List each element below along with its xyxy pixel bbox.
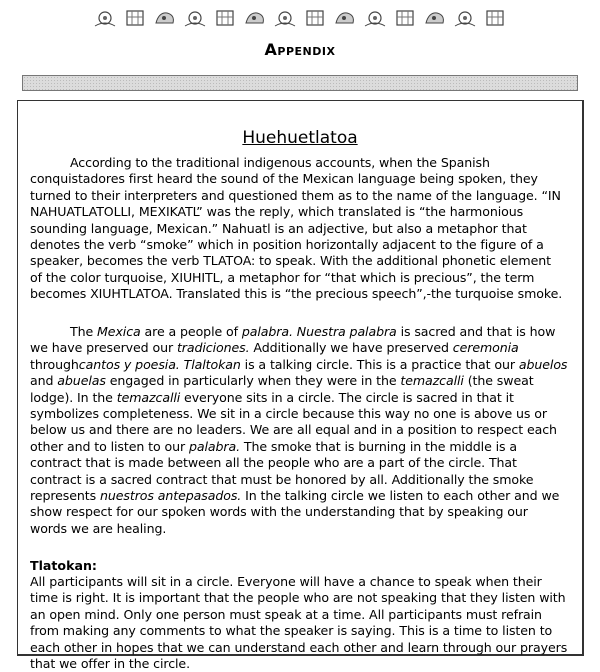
text-line bbox=[30, 455, 517, 471]
text-line bbox=[30, 171, 538, 187]
aztec-glyph-icon bbox=[123, 8, 147, 28]
text-line bbox=[30, 623, 552, 639]
text-line bbox=[30, 607, 542, 623]
text-segment: from making any comments to what the speaker is saying. This is a time to listen to bbox=[30, 623, 553, 639]
text-segment: is a talking circle. This is a practice that our bbox=[240, 356, 519, 372]
text-line bbox=[30, 237, 544, 253]
text-segment: According to the traditional indigenous accounts, when the Spanish bbox=[70, 155, 490, 170]
aztec-glyph-icon bbox=[93, 8, 117, 28]
text-segment: everyone sits in a circle. The circle is sacred in that it bbox=[180, 389, 514, 405]
text-segment: All participants will sit in a circle. Everyone will have a chance to speak when their bbox=[30, 574, 542, 589]
text-segment: are a people of bbox=[140, 324, 242, 339]
text-segment: we have preserved our bbox=[30, 340, 177, 356]
text-line bbox=[70, 155, 490, 171]
text-segment: is sacred and that is how bbox=[396, 324, 556, 339]
appendix-heading: Appendix bbox=[264, 40, 336, 59]
text-segment: In the talking circle we listen to each other and we bbox=[241, 488, 560, 503]
aztec-glyph-icon bbox=[303, 8, 327, 28]
text-segment: engaged in particularly when they were in the bbox=[105, 373, 401, 389]
text-line bbox=[30, 640, 567, 656]
text-segment: time is right. It is important that the people who are not speaking that they listen with bbox=[30, 590, 566, 606]
text-segment: through bbox=[30, 356, 79, 372]
text-line bbox=[30, 521, 166, 537]
italic-text: temazcalli bbox=[116, 389, 181, 405]
tlatokan-heading: Tlatokan: bbox=[30, 558, 97, 573]
aztec-glyph-icon bbox=[453, 8, 477, 28]
italic-text: Mexica bbox=[97, 324, 141, 339]
text-segment: contract that is made between all the people who are a part of the circle. That bbox=[30, 455, 517, 471]
text-segment: conquistadores first heard the sound of the Mexican language being spoken, they bbox=[30, 171, 538, 187]
italic-text: cantos y poesia. Tlaltokan bbox=[78, 356, 241, 372]
text-segment: contract is a sacred contract that must be honored by all. Additionally the smoke bbox=[30, 471, 534, 487]
text-line bbox=[30, 253, 551, 269]
aztec-glyph-icon bbox=[363, 8, 387, 28]
aztec-glyph-icon bbox=[213, 8, 237, 28]
aztec-glyph-icon bbox=[243, 8, 267, 28]
text-segment: becomes XIUHTLATOA. Translated this is “the precious speech”,-the turquoise smoke. bbox=[30, 286, 563, 302]
aztec-glyph-icon bbox=[153, 8, 177, 28]
text-line bbox=[30, 373, 534, 389]
text-line bbox=[30, 504, 528, 520]
text-line bbox=[30, 439, 517, 455]
text-segment: represents bbox=[30, 488, 100, 503]
text-segment: turned to their interpreters and questioned them as to the name of the language. “IN bbox=[30, 187, 561, 203]
text-segment: denotes the verb “smoke” which in position horizontally adjacent to the figure of a bbox=[30, 237, 544, 252]
text-line bbox=[30, 574, 542, 590]
italic-text: nuestros antepasados. bbox=[100, 488, 242, 503]
text-line bbox=[30, 221, 527, 237]
text-segment: Additionally we have preserved bbox=[249, 340, 453, 356]
text-line bbox=[70, 324, 555, 340]
text-line bbox=[30, 422, 557, 438]
text-segment: lodge). In the bbox=[30, 389, 117, 405]
text-segment: each other in hopes that we can understand each other and learn through our prayers bbox=[30, 639, 568, 655]
italic-text: ceremonia bbox=[452, 340, 519, 356]
section-title: Huehuetlatoa bbox=[242, 128, 358, 148]
italic-text: palabra. bbox=[188, 438, 240, 454]
text-line bbox=[30, 590, 566, 606]
text-line bbox=[30, 270, 534, 286]
aztec-glyph-icon bbox=[483, 8, 507, 28]
text-line bbox=[30, 340, 519, 356]
text-segment: that we offer in the circle. bbox=[30, 656, 190, 671]
text-segment: sounding language, Mexican.” Nahuatl is an adjective, but also a metaphor that bbox=[30, 220, 527, 236]
text-line bbox=[30, 656, 190, 672]
text-segment: show respect for our spoken words with the understanding that by speaking our bbox=[30, 504, 528, 520]
italic-text: abuelas bbox=[57, 373, 106, 389]
text-line bbox=[30, 472, 533, 488]
text-segment: NAHUATLATOLLI, MEXIKATL” was the reply, which translated is “the harmonious bbox=[30, 204, 524, 220]
aztec-glyph-icon bbox=[183, 8, 207, 28]
aztec-glyph-icon bbox=[273, 8, 297, 28]
text-segment: of the color turquoise, XIUHITL, a metaphor for “that which is precious”, the term bbox=[30, 269, 535, 285]
text-line bbox=[30, 488, 559, 504]
text-line bbox=[30, 204, 523, 220]
text-segment: words we are healing. bbox=[30, 520, 167, 536]
italic-text: abuelos bbox=[518, 356, 568, 372]
text-segment: speaker, becomes the verb TLATOA: to speak. With the additional phonetic element bbox=[30, 253, 551, 269]
aztec-glyph-icon bbox=[333, 8, 357, 28]
text-segment: an open mind. Only one person must speak at a time. All participants must refrain bbox=[30, 606, 542, 622]
text-segment: below us and there are no leaders. We are all equal and in a position to respect each bbox=[30, 422, 557, 438]
text-line bbox=[30, 286, 562, 302]
text-segment: other and to listen to our bbox=[30, 438, 189, 454]
text-segment: and bbox=[30, 373, 58, 389]
text-segment: (the sweat bbox=[463, 373, 534, 389]
text-segment: symbolizes completeness. We sit in a circle because this way no one is above us or bbox=[30, 406, 547, 421]
aztec-glyph-icon bbox=[393, 8, 417, 28]
text-line bbox=[30, 188, 561, 204]
italic-text: tradiciones. bbox=[176, 340, 250, 356]
text-line bbox=[30, 390, 514, 406]
italic-text: palabra. Nuestra palabra bbox=[241, 324, 397, 339]
aztec-glyph-border bbox=[0, 8, 600, 28]
divider-bar bbox=[22, 75, 578, 91]
aztec-glyph-icon bbox=[423, 8, 447, 28]
italic-text: temazcalli bbox=[400, 373, 464, 389]
text-segment: The bbox=[70, 324, 98, 339]
text-line bbox=[30, 406, 547, 422]
text-line bbox=[30, 357, 567, 373]
text-segment: The smoke that is burning in the middle is a bbox=[239, 438, 518, 454]
